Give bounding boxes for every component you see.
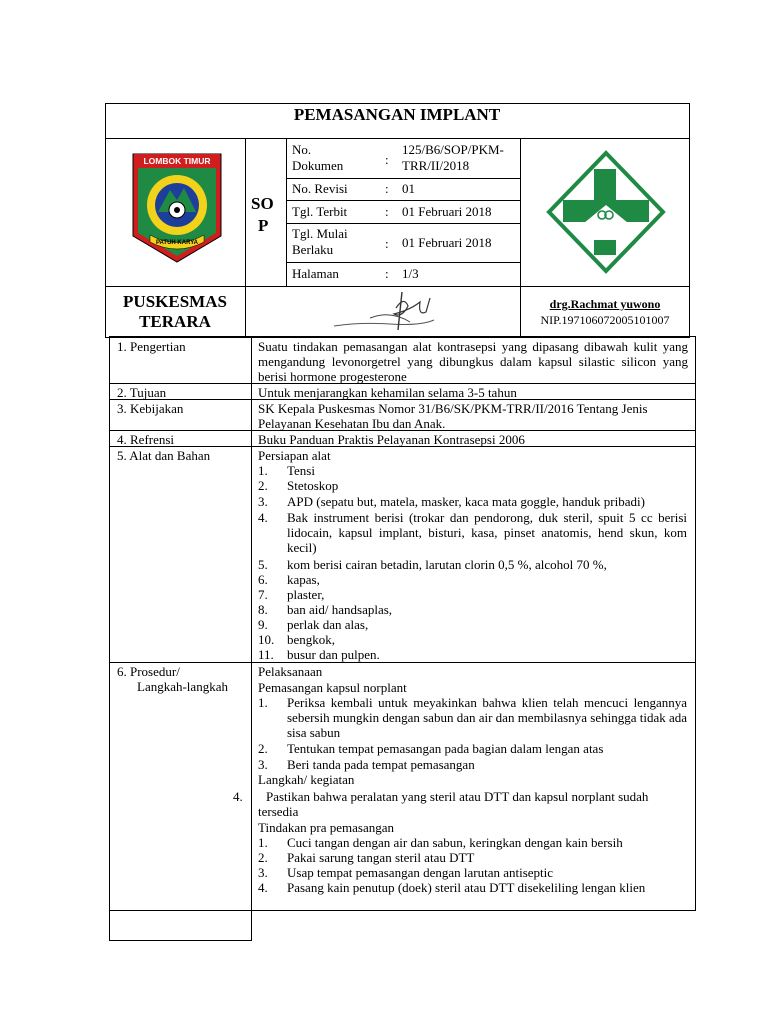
divider: [105, 286, 689, 287]
list-item: Beri tanda pada tempat pemasangan: [287, 757, 475, 772]
list-item: ban aid/ handsaplas,: [287, 602, 393, 617]
meta-value-line: TRR/II/2018: [402, 158, 470, 173]
list-number: 3.: [258, 757, 268, 772]
divider: [286, 138, 287, 286]
meta-label-terbit: Tgl. Terbit: [292, 204, 348, 219]
row-text-tujuan: Untuk menjarangkan kehamilan selama 3-5 tahun: [258, 385, 517, 400]
list-item: busur dan pulpen.: [287, 647, 380, 662]
divider: [109, 336, 110, 940]
puskesmas-logo: [546, 150, 666, 274]
divider: [109, 662, 696, 663]
prosedur-heading-pra: Tindakan pra pemasangan: [258, 820, 394, 835]
meta-label-line: Tgl. Mulai: [292, 226, 348, 241]
colon: :: [385, 266, 389, 281]
list-number: 1.: [258, 463, 268, 478]
list-item: Cuci tangan dengan air dan sabun, keringkan dengan kain bersih: [287, 835, 623, 850]
row-label-referensi: 4. Refrensi: [117, 432, 175, 447]
row-text-kebijakan: SK Kepala Puskesmas Nomor 31/B6/SK/PKM-TRR/II/2016 Tentang Jenis Pelayanan Kesehatan Ibu dan Anak.: [258, 401, 648, 431]
row-label-alat: 5. Alat dan Bahan: [117, 448, 211, 463]
list-number: 2.: [258, 478, 268, 493]
lombok-timur-logo: [130, 150, 224, 266]
meta-label-line: Dokumen: [292, 158, 344, 173]
colon: :: [385, 152, 389, 167]
colon: :: [385, 236, 389, 251]
list-number: 2.: [258, 741, 268, 756]
list-item: perlak dan alas,: [287, 617, 369, 632]
list-number: 5.: [258, 557, 268, 572]
list-item: kom berisi cairan betadin, larutan clorin 0,5 %, alcohol 70 %,: [287, 557, 607, 572]
meta-label-line: No.: [292, 142, 312, 157]
meta-value-berlaku: 01 Februari 2018: [402, 235, 492, 250]
row-label-tujuan: 2. Tujuan: [117, 385, 167, 400]
list-number: 1.: [258, 695, 268, 710]
list-number: 7.: [258, 587, 268, 602]
org-name-line2: TERARA: [139, 312, 211, 331]
signer-nip: NIP.197106072005101007: [540, 313, 670, 327]
list-item: Pasang kain penutup (doek) steril atau DTT disekeliling lengan klien: [287, 880, 646, 895]
list-item: Usap tempat pemasangan dengan larutan antiseptic: [287, 865, 554, 880]
sop-label-line2: P: [258, 216, 269, 235]
divider: [286, 178, 520, 179]
meta-label-revisi: No. Revisi: [292, 181, 348, 196]
meta-value-terbit: 01 Februari 2018: [402, 204, 492, 219]
list-number: 3.: [258, 494, 268, 509]
list-number: 11.: [258, 647, 274, 662]
meta-value-line: 125/B6/SOP/PKM-: [402, 142, 504, 157]
meta-value-dokumen: [402, 143, 504, 173]
divider: [286, 200, 520, 201]
list-item: plaster,: [287, 587, 325, 602]
divider: [286, 223, 520, 224]
list-item: Tentukan tempat pemasangan pada bagian dalam lengan atas: [287, 741, 604, 756]
list-number: 4.: [258, 880, 268, 895]
sop-label-line1: SO: [251, 194, 274, 213]
divider: [109, 336, 696, 337]
row-label-line: 6. Prosedur/: [117, 664, 180, 679]
divider: [105, 138, 689, 139]
divider: [695, 336, 696, 910]
divider: [286, 262, 520, 263]
list-item: Pakai sarung tangan steril atau DTT: [287, 850, 475, 865]
prosedur-heading-pelaksanaan: Pelaksanaan: [258, 664, 323, 679]
divider: [109, 940, 252, 941]
meta-value-halaman: 1/3: [402, 266, 419, 281]
list-number: 10.: [258, 632, 275, 647]
svg-text:PATUH KARYA: PATUH KARYA: [155, 240, 199, 246]
list-number: 4.: [258, 510, 268, 525]
list-number: 9.: [258, 617, 268, 632]
prosedur-heading-pemasangan: Pemasangan kapsul norplant: [258, 680, 407, 695]
list-number: 2.: [258, 850, 268, 865]
row-label-pengertian: 1. Pengertian: [117, 339, 186, 354]
colon: :: [385, 181, 389, 196]
org-name: [106, 292, 244, 332]
meta-label-dokumen: [292, 143, 343, 173]
colon: :: [385, 204, 389, 219]
page-title: PEMASANGAN IMPLANT: [293, 105, 501, 124]
list-number: 6.: [258, 572, 268, 587]
meta-label-berlaku: [292, 227, 348, 257]
prosedur-heading-langkah: Langkah/ kegiatan: [258, 772, 355, 787]
list-item: Stetoskop: [287, 478, 339, 493]
alat-heading: Persiapan alat: [258, 448, 331, 463]
row-label-line: Langkah-langkah: [137, 679, 228, 694]
divider: [245, 286, 246, 336]
signature-image: [330, 288, 440, 334]
list-item: kapas,: [287, 572, 320, 587]
divider: [245, 138, 246, 286]
row-label-prosedur: [117, 664, 228, 694]
svg-text:LOMBOK TIMUR: LOMBOK TIMUR: [143, 156, 211, 166]
org-name-line1: PUSKESMAS: [123, 292, 227, 311]
row-text-referensi: Buku Panduan Praktis Pelayanan Kontrasepsi 2006: [258, 432, 525, 447]
divider: [520, 138, 521, 336]
sop-label: [251, 193, 283, 237]
meta-label-line: Berlaku: [292, 242, 334, 257]
list-item: Bak instrument berisi (trokar dan pendorong, duk steril, spuit 5 cc berisi lidocain, kapsul implant, bisturi, kasa, pinset anatomis, hend skun, kom kecil): [287, 510, 687, 555]
divider: [109, 910, 696, 911]
list-number: 3.: [258, 865, 268, 880]
list-number: 8.: [258, 602, 268, 617]
list-item: Tensi: [287, 463, 315, 478]
list-item: APD (sepatu but, matela, masker, kaca mata goggle, handuk pribadi): [287, 494, 645, 509]
list-item: Pastikan bahwa peralatan yang steril atau DTT dan kapsul norplant sudah tersedia: [258, 789, 649, 819]
row-text-pengertian: Suatu tindakan pemasangan alat kontrasepsi yang dipasang dibawah kulit yang mengandung levonorgetrel yang dibungkus dalam kapsul silastic silicon yang berisi hormone progesterone: [258, 339, 688, 384]
meta-value-revisi: 01: [402, 181, 415, 196]
row-label-kebijakan: 3. Kebijakan: [117, 401, 184, 416]
list-item: Periksa kembali untuk meyakinkan bahwa klien telah mencuci lengannya sebersih mungkin dengan sabun dan air dan membilasnya sehingga tidak ada sisa sabun: [287, 695, 688, 740]
signer-name: drg.Rachmat yuwono: [549, 297, 661, 311]
meta-label-halaman: Halaman: [292, 266, 339, 281]
list-item: bengkok,: [287, 632, 336, 647]
list-number: 4.: [233, 789, 243, 804]
divider: [251, 336, 252, 940]
list-number: 1.: [258, 835, 268, 850]
